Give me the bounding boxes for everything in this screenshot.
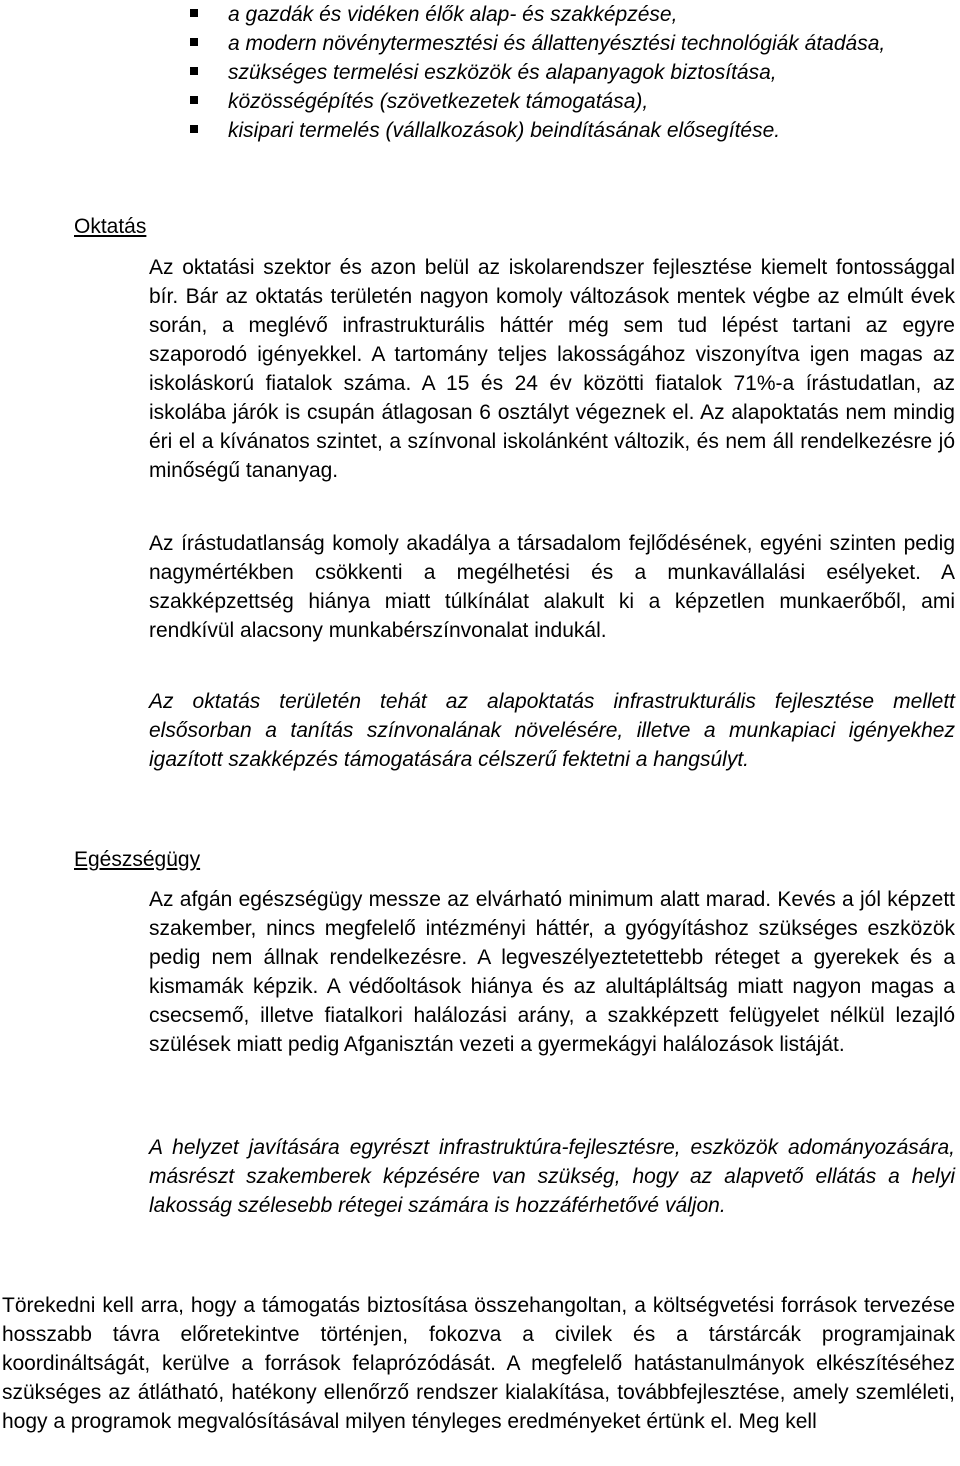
- egeszsegugy-paragraph-1: Az afgán egészségügy messze az elvárható minimum alatt marad. Kevés a jól képzett szakember, nincs megfelelő intézményi háttér, a gyógyításhoz szükséges eszközök pedig nem állnak rendelkezésre. A legveszélyeztetettebb réteget a gyerekek és a kismamák képzik. A védőoltások hiánya és az alultápláltság miatt nagyon magas a csecsemő, illetve fiatalkori halálozási arány, a szakképzett felügyelet nélkül lezajló szülések miatt pedig Afganisztán vezeti a gyermekágyi halálozások listáját.: [149, 888, 955, 1056]
- square-bullet-icon: [190, 96, 198, 104]
- bullet-item: a modern növénytermesztési és állattenyésztési technológiák átadása,: [190, 29, 960, 58]
- section-heading-egeszsegugy: Egészségügy: [74, 848, 201, 871]
- oktatas-paragraph-1: Az oktatási szektor és azon belül az iskolarendszer fejlesztése kiemelt fontossággal bír. Bár az oktatás területén nagyon komoly változások mentek végbe az elmúlt évek során, a meglévő infrastrukturális háttér még sem tud lépést tartani az egyre szaporodó igényekkel. A tartomány teljes lakosságához viszonyítva igen magas az iskoláskorú fiatalok száma. A 15 és 24 év közötti fiatalok 71%-a írástudatlan, az iskolába járók is csupán átlagosan 6 osztályt végeznek el. Az alapoktatás nem mindig éri el a kívánatos szintet, a színvonal iskolánként változik, és nem áll rendelkezésre jó minőségű tananyag.: [149, 256, 955, 482]
- bullet-item: a gazdák és vidéken élők alap- és szakképzése,: [190, 0, 960, 29]
- oktatas-paragraph-3: Az oktatás területén tehát az alapoktatás infrastrukturális fejlesztése mellett elsősorban a tanítás színvonalának növelésére, illetve a munkapiaci igényekhez igazított szakképzés támogatására célszerű fektetni a hangsúlyt.: [149, 690, 955, 771]
- square-bullet-icon: [190, 125, 198, 133]
- square-bullet-icon: [190, 9, 198, 17]
- bullet-list: [190, 0, 960, 145]
- bullet-item: szükséges termelési eszközök és alapanyagok biztosítása,: [190, 58, 960, 87]
- square-bullet-icon: [190, 38, 198, 46]
- oktatas-paragraph-2: Az írástudatlanság komoly akadálya a társadalom fejlődésének, egyéni szinten pedig nagymértékben csökkenti a megélhetési és a munkavállalási esélyeket. A szakképzettség hiánya miatt túlkínálat alakult ki a képzetlen munkaerőből, ami rendkívül alacsony munkabérszínvonalat indukál.: [149, 532, 955, 642]
- bullet-item: kisipari termelés (vállalkozások) beindításának elősegítése.: [190, 116, 960, 145]
- egeszsegugy-paragraph-2: A helyzet javítására egyrészt infrastruktúra-fejlesztésre, eszközök adományozására, másrészt szakemberek képzésére van szükség, hogy az alapvető ellátás a helyi lakosság szélesebb rétegei számára is hozzáférhetővé váljon.: [149, 1136, 955, 1217]
- section-heading-oktatas: Oktatás: [74, 215, 147, 238]
- square-bullet-icon: [190, 67, 198, 75]
- closing-paragraph: Törekedni kell arra, hogy a támogatás biztosítása összehangoltan, a költségvetési források tervezése hosszabb távra előretekintve történjen, fokozva a civilek és a társtárcák programjainak koordináltságát, kerülve a források felaprózódását. A megfelelő hatástanulmányok elkészítéséhez szükséges az átlátható, hatékony ellenőrző rendszer kialakítása, továbbfejlesztése, amely szemléleti, hogy a programok megvalósításával milyen tényleges eredményeket értünk el. Meg kell: [2, 1294, 955, 1433]
- bullet-item: közösségépítés (szövetkezetek támogatása),: [190, 87, 960, 116]
